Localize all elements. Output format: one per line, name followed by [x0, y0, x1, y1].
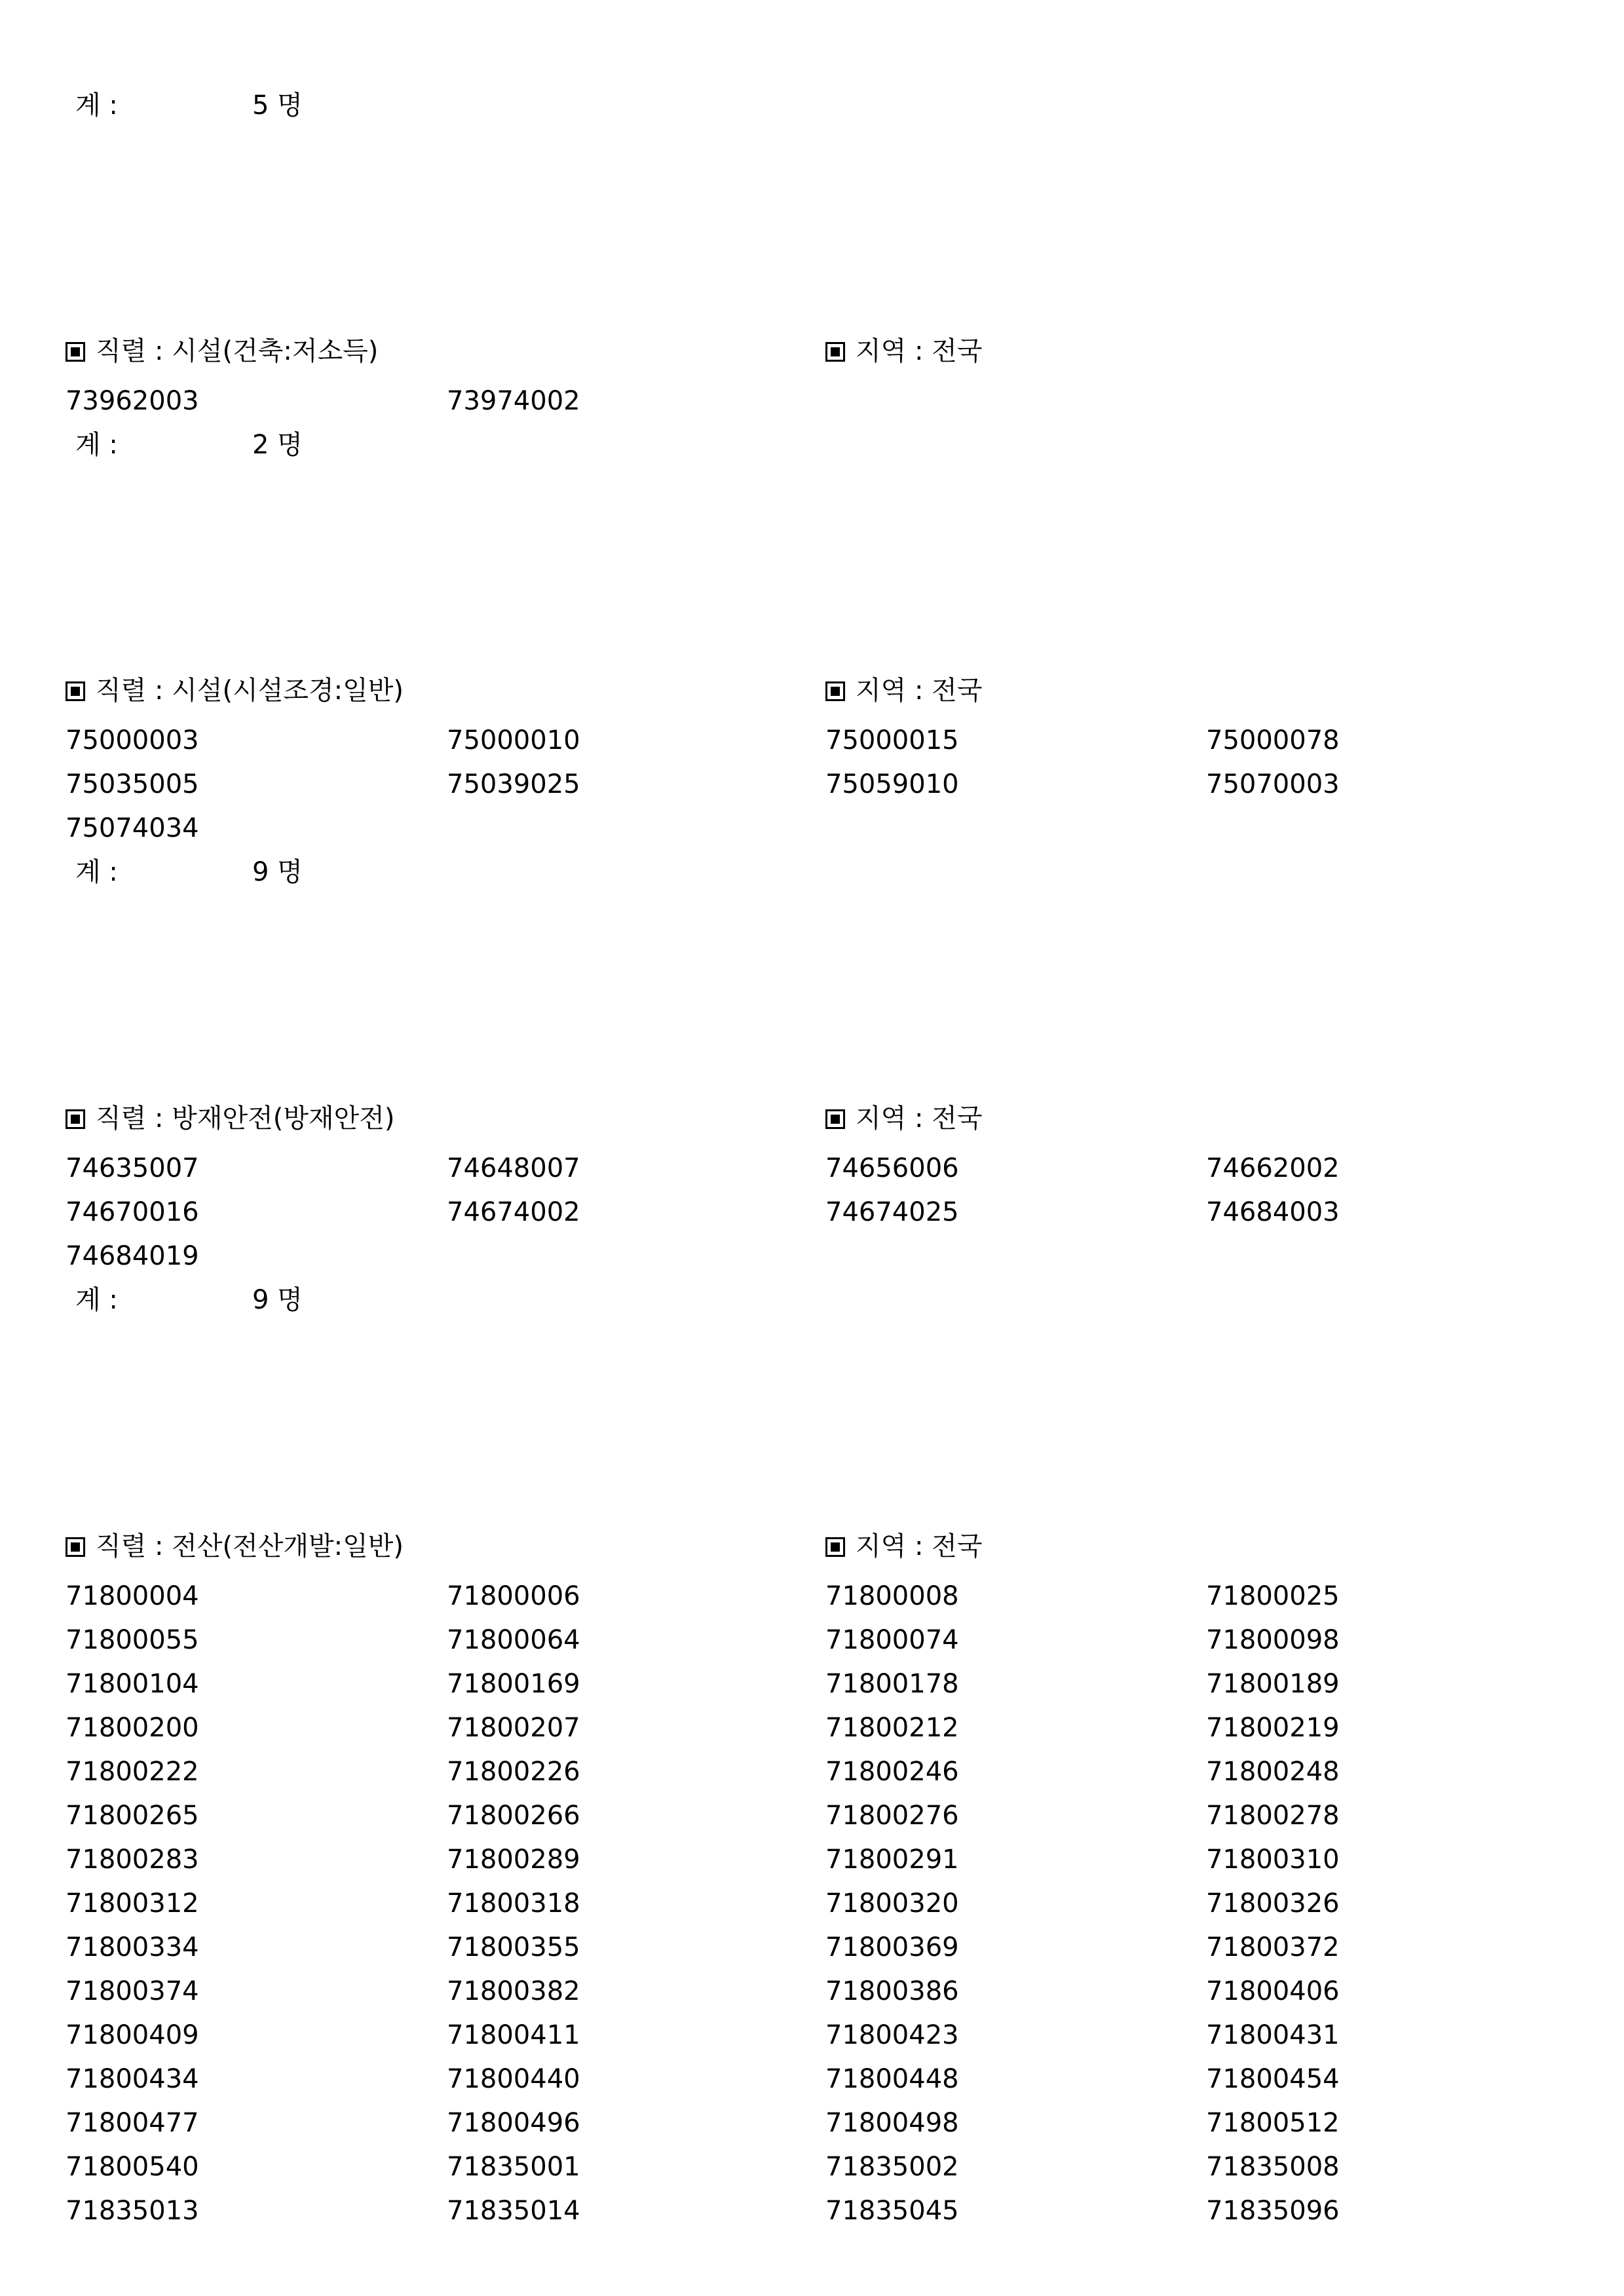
total-label: 계 :	[75, 1285, 118, 1315]
candidate-number: 71800246	[825, 1757, 959, 1787]
candidate-number: 71800265	[66, 1801, 199, 1831]
region-label: 지역 : 전국	[856, 336, 983, 366]
candidate-number: 71800355	[447, 1932, 580, 1962]
series-header	[66, 1531, 404, 1562]
candidate-number: 71800312	[66, 1888, 199, 1919]
candidate-number: 71800540	[66, 2152, 199, 2182]
candidate-number: 71800320	[825, 1888, 959, 1919]
square-bullet-icon	[825, 342, 845, 362]
series-label: 직렬 : 시설(건축:저소득)	[96, 336, 379, 366]
region-header	[825, 335, 982, 367]
candidate-number: 74684003	[1206, 1197, 1340, 1227]
square-bullet-icon	[825, 681, 845, 701]
candidate-number: 71800278	[1206, 1801, 1340, 1831]
series-header	[66, 1103, 395, 1134]
candidate-number: 71800386	[825, 1976, 959, 2006]
candidate-number: 74684019	[66, 1241, 199, 1271]
candidate-number: 74656006	[825, 1153, 959, 1183]
candidate-number: 71800004	[66, 1581, 199, 1611]
candidate-number: 71800276	[825, 1801, 959, 1831]
candidate-number: 71800431	[1206, 2020, 1340, 2050]
total-label: 계 :	[75, 857, 118, 887]
candidate-number: 71800411	[447, 2020, 580, 2050]
square-bullet-icon	[66, 1537, 85, 1557]
candidate-number: 71800248	[1206, 1757, 1340, 1787]
candidate-number: 73962003	[66, 386, 199, 416]
candidate-number: 71835096	[1206, 2196, 1340, 2226]
candidate-number: 71800226	[447, 1757, 580, 1787]
candidate-number: 71800318	[447, 1888, 580, 1919]
candidate-number: 71800008	[825, 1581, 959, 1611]
total-count: 9 명	[252, 857, 303, 887]
square-bullet-icon	[825, 1109, 845, 1129]
candidate-number: 71800289	[447, 1845, 580, 1875]
candidate-number: 71800334	[66, 1932, 199, 1962]
candidate-number: 71835001	[447, 2152, 580, 2182]
candidate-number: 75035005	[66, 769, 199, 799]
candidate-number: 75000003	[66, 725, 199, 756]
candidate-number: 75000010	[447, 725, 580, 756]
candidate-number: 71800512	[1206, 2108, 1340, 2138]
candidate-number: 71800219	[1206, 1713, 1340, 1743]
candidate-number: 71800006	[447, 1581, 580, 1611]
candidate-number: 75070003	[1206, 769, 1340, 799]
candidate-number: 71800448	[825, 2064, 959, 2094]
candidate-number: 71800406	[1206, 1976, 1340, 2006]
series-header	[66, 335, 378, 367]
candidate-number: 71800498	[825, 2108, 959, 2138]
candidate-number: 73974002	[447, 386, 580, 416]
square-bullet-icon	[825, 1537, 845, 1557]
square-bullet-icon	[66, 342, 85, 362]
candidate-number: 71800440	[447, 2064, 580, 2094]
top-total-label: 계 :	[75, 90, 118, 121]
candidate-number: 74670016	[66, 1197, 199, 1227]
candidate-number: 71800372	[1206, 1932, 1340, 1962]
candidate-number: 71800477	[66, 2108, 199, 2138]
total-count: 9 명	[252, 1285, 303, 1315]
candidate-number: 74662002	[1206, 1153, 1340, 1183]
candidate-number: 71800326	[1206, 1888, 1340, 1919]
candidate-number: 71800496	[447, 2108, 580, 2138]
candidate-number: 71835013	[66, 2196, 199, 2226]
candidate-number: 71800104	[66, 1669, 199, 1699]
candidate-number: 71835002	[825, 2152, 959, 2182]
region-header	[825, 1531, 982, 1562]
candidate-number: 71800374	[66, 1976, 199, 2006]
series-header	[66, 675, 404, 706]
candidate-number: 71800454	[1206, 2064, 1340, 2094]
series-label: 직렬 : 시설(시설조경:일반)	[96, 676, 404, 706]
candidate-number: 75059010	[825, 769, 959, 799]
candidate-number: 71800207	[447, 1713, 580, 1743]
candidate-number: 71835045	[825, 2196, 959, 2226]
total-label: 계 :	[75, 430, 118, 460]
candidate-number: 71800310	[1206, 1845, 1340, 1875]
top-total-count: 5 명	[252, 90, 303, 121]
candidate-number: 71835014	[447, 2196, 580, 2226]
candidate-number: 71800074	[825, 1625, 959, 1655]
candidate-number: 71800178	[825, 1669, 959, 1699]
square-bullet-icon	[66, 681, 85, 701]
candidate-number: 74648007	[447, 1153, 580, 1183]
candidate-number: 71800423	[825, 2020, 959, 2050]
candidate-number: 71800222	[66, 1757, 199, 1787]
candidate-number: 71800064	[447, 1625, 580, 1655]
candidate-number: 74674025	[825, 1197, 959, 1227]
candidate-number: 74635007	[66, 1153, 199, 1183]
candidate-number: 71800382	[447, 1976, 580, 2006]
region-label: 지역 : 전국	[856, 676, 983, 706]
candidate-number: 75000078	[1206, 725, 1340, 756]
candidate-number: 71800369	[825, 1932, 959, 1962]
candidate-number: 75000015	[825, 725, 959, 756]
candidate-number: 71800283	[66, 1845, 199, 1875]
candidate-number: 71835008	[1206, 2152, 1340, 2182]
candidate-number: 74674002	[447, 1197, 580, 1227]
region-label: 지역 : 전국	[856, 1531, 983, 1561]
candidate-number: 71800098	[1206, 1625, 1340, 1655]
series-label: 직렬 : 방재안전(방재안전)	[96, 1103, 395, 1134]
candidate-number: 71800409	[66, 2020, 199, 2050]
candidate-number: 71800055	[66, 1625, 199, 1655]
candidate-number: 71800434	[66, 2064, 199, 2094]
candidate-number: 71800266	[447, 1801, 580, 1831]
candidate-number: 71800291	[825, 1845, 959, 1875]
series-label: 직렬 : 전산(전산개발:일반)	[96, 1531, 404, 1561]
candidate-number: 75039025	[447, 769, 580, 799]
candidate-number: 71800212	[825, 1713, 959, 1743]
region-label: 지역 : 전국	[856, 1103, 983, 1134]
candidate-number: 71800169	[447, 1669, 580, 1699]
square-bullet-icon	[66, 1109, 85, 1129]
candidate-number: 71800189	[1206, 1669, 1340, 1699]
candidate-number: 75074034	[66, 813, 199, 843]
total-count: 2 명	[252, 430, 303, 460]
candidate-number: 71800025	[1206, 1581, 1340, 1611]
candidate-number: 71800200	[66, 1713, 199, 1743]
region-header	[825, 675, 982, 706]
region-header	[825, 1103, 982, 1134]
